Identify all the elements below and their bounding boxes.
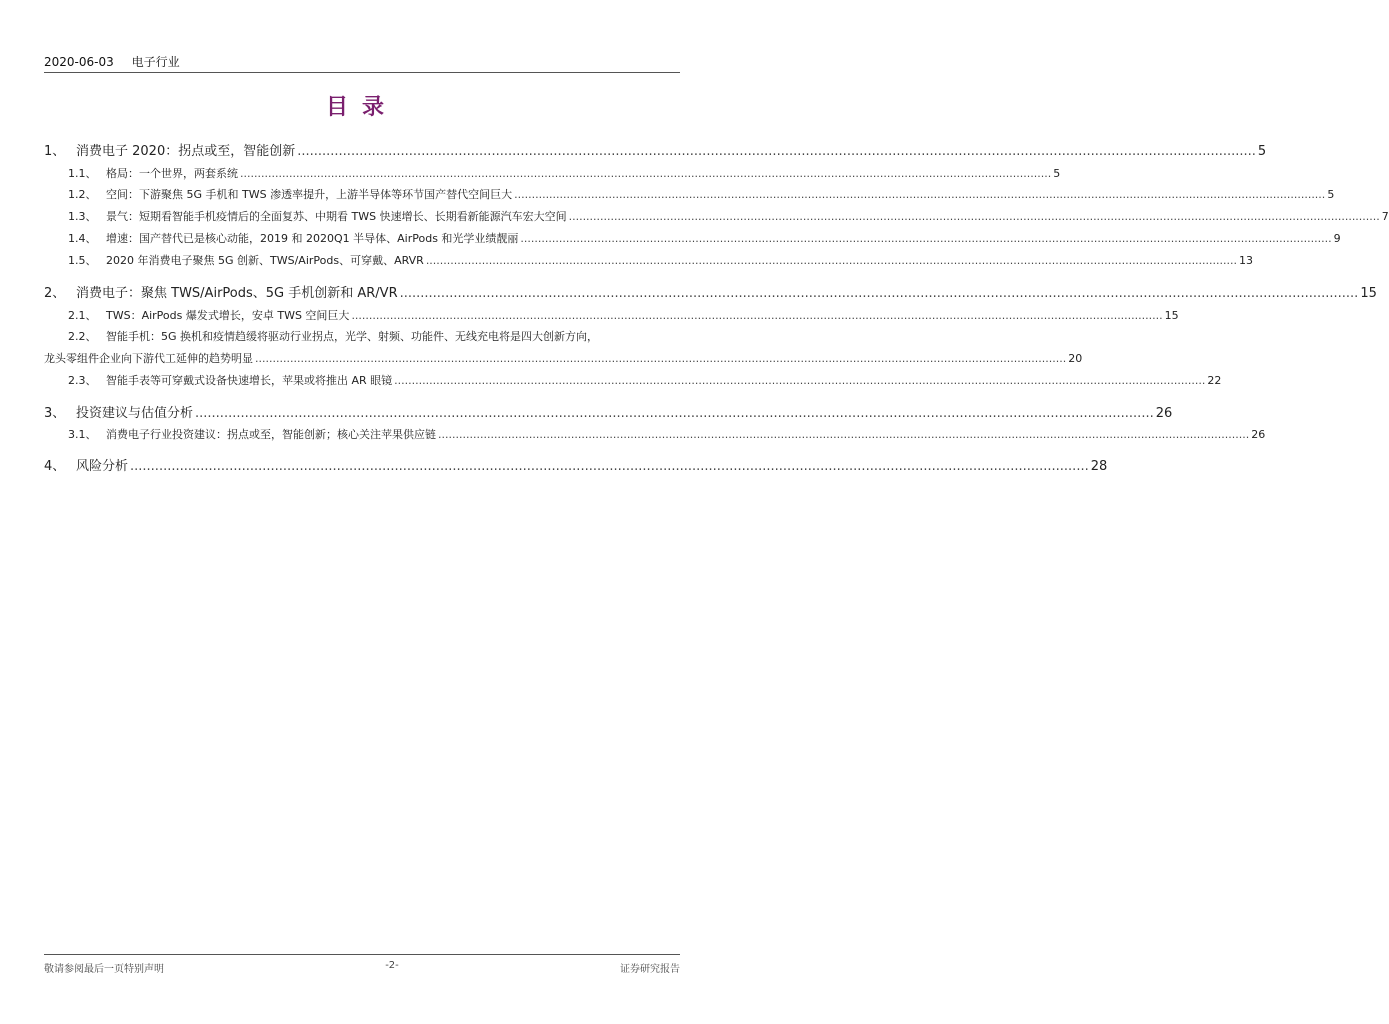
page-footer [44,960,680,975]
toc-entry-2-2[interactable] [68,328,680,344]
toc-text: 投资建议与估值分析 [76,406,194,421]
header-divider [44,72,680,73]
toc-number: 2.1、 [68,309,97,322]
toc-entry-1[interactable] [44,140,1267,159]
toc-page: 5 [1327,188,1335,201]
toc-text: 格局：一个世界，两套系统 [106,167,238,180]
dot-leader [297,144,1256,159]
toc-entry-1-5[interactable] [68,252,1254,268]
toc-entry-2-3[interactable] [68,372,1222,388]
toc-page: 5 [1053,167,1061,180]
toc-number: 1.2、 [68,188,97,201]
toc-page: 22 [1207,374,1222,387]
toc-number: 1.5、 [68,254,97,267]
industry-label: 电子行业 [131,55,180,69]
toc-page: 20 [1068,352,1083,365]
dot-leader [438,428,1249,441]
toc-text: 风险分析 [76,459,129,474]
dot-leader [240,167,1051,180]
dot-leader [514,188,1325,201]
toc-page: 7 [1381,210,1389,223]
toc-text: 智能手表等可穿戴式设备快速增长，苹果或将推出 AR 眼镜 [106,374,393,387]
footer-divider [44,954,680,955]
toc-text: 智能手机：5G 换机和疫情趋缓将驱动行业拐点，光学、射频、功能件、无线充电将是四大创新方向， [106,330,599,343]
report-date: 2020-06-03 [44,55,114,69]
toc-title: 目录 [325,94,398,120]
toc-page: 26 [1251,428,1266,441]
toc-number: 2.2、 [68,330,97,343]
toc-number: 3.1、 [68,428,97,441]
footer-doc-type: 证券研究报告 [620,964,680,975]
toc-page: 15 [1164,309,1179,322]
toc-text: 消费电子行业投资建议：拐点或至，智能创新；核心关注苹果供应链 [106,428,436,441]
toc-text: 2020 年消费电子聚焦 5G 创新、TWS/AirPods、可穿戴、ARVR [106,254,424,267]
toc-entry-1-4[interactable] [68,230,1341,246]
toc-entry-1-3[interactable] [68,208,1389,224]
dot-leader [400,286,1359,301]
dot-leader [426,254,1237,267]
toc-number: 1.3、 [68,210,97,223]
toc-number: 1.4、 [68,232,97,245]
toc-number: 1.1、 [68,167,97,180]
dot-leader [195,406,1154,421]
dot-leader [255,352,1066,365]
toc-text: TWS：AirPods 爆发式增长，安卓 TWS 空间巨大 [106,309,350,322]
toc-entry-4[interactable] [44,455,1108,474]
toc-page: 9 [1333,232,1341,245]
footer-page-number: -2- [385,960,399,971]
toc-text: 消费电子 2020：拐点或至，智能创新 [76,144,296,159]
dot-leader [569,210,1380,223]
dot-leader [394,374,1205,387]
toc-entry-2-2-continued[interactable] [44,350,1083,366]
footer-disclaimer: 敬请参阅最后一页特别声明 [44,964,164,975]
toc-text: 空间：下游聚焦 5G 手机和 TWS 渗透率提升，上游半导体等环节国产替代空间巨大 [106,188,513,201]
toc-number: 1、 [44,144,66,159]
toc-entry-1-1[interactable] [68,165,1061,181]
toc-number: 2、 [44,286,66,301]
dot-leader [351,309,1162,322]
toc-entry-2-1[interactable] [68,307,1179,323]
toc-page: 5 [1257,144,1267,159]
toc-number: 4、 [44,459,66,474]
toc-page: 26 [1155,406,1173,421]
toc-entry-3[interactable] [44,402,1173,421]
dot-leader [130,459,1089,474]
toc-entry-1-2[interactable] [68,186,1335,202]
toc-number: 3、 [44,406,66,421]
toc-entry-3-1[interactable] [68,426,1266,442]
dot-leader [520,232,1331,245]
toc-page: 15 [1360,286,1377,301]
toc-page: 28 [1090,459,1108,474]
toc-text-continued: 龙头零组件企业向下游代工延伸的趋势明显 [44,352,253,365]
toc-text: 景气：短期看智能手机疫情后的全面复苏、中期看 TWS 快速增长、长期看新能源汽车宏大空间 [106,210,567,223]
toc-text: 消费电子：聚焦 TWS/AirPods、5G 手机创新和 AR/VR [76,286,398,301]
toc-number: 2.3、 [68,374,97,387]
toc-page: 13 [1239,254,1254,267]
page-header [44,54,680,70]
toc-text: 增速：国产替代已是核心动能，2019 和 2020Q1 半导体、AirPods 和光学业绩靓丽 [106,232,519,245]
toc-entry-2[interactable] [44,282,1377,301]
